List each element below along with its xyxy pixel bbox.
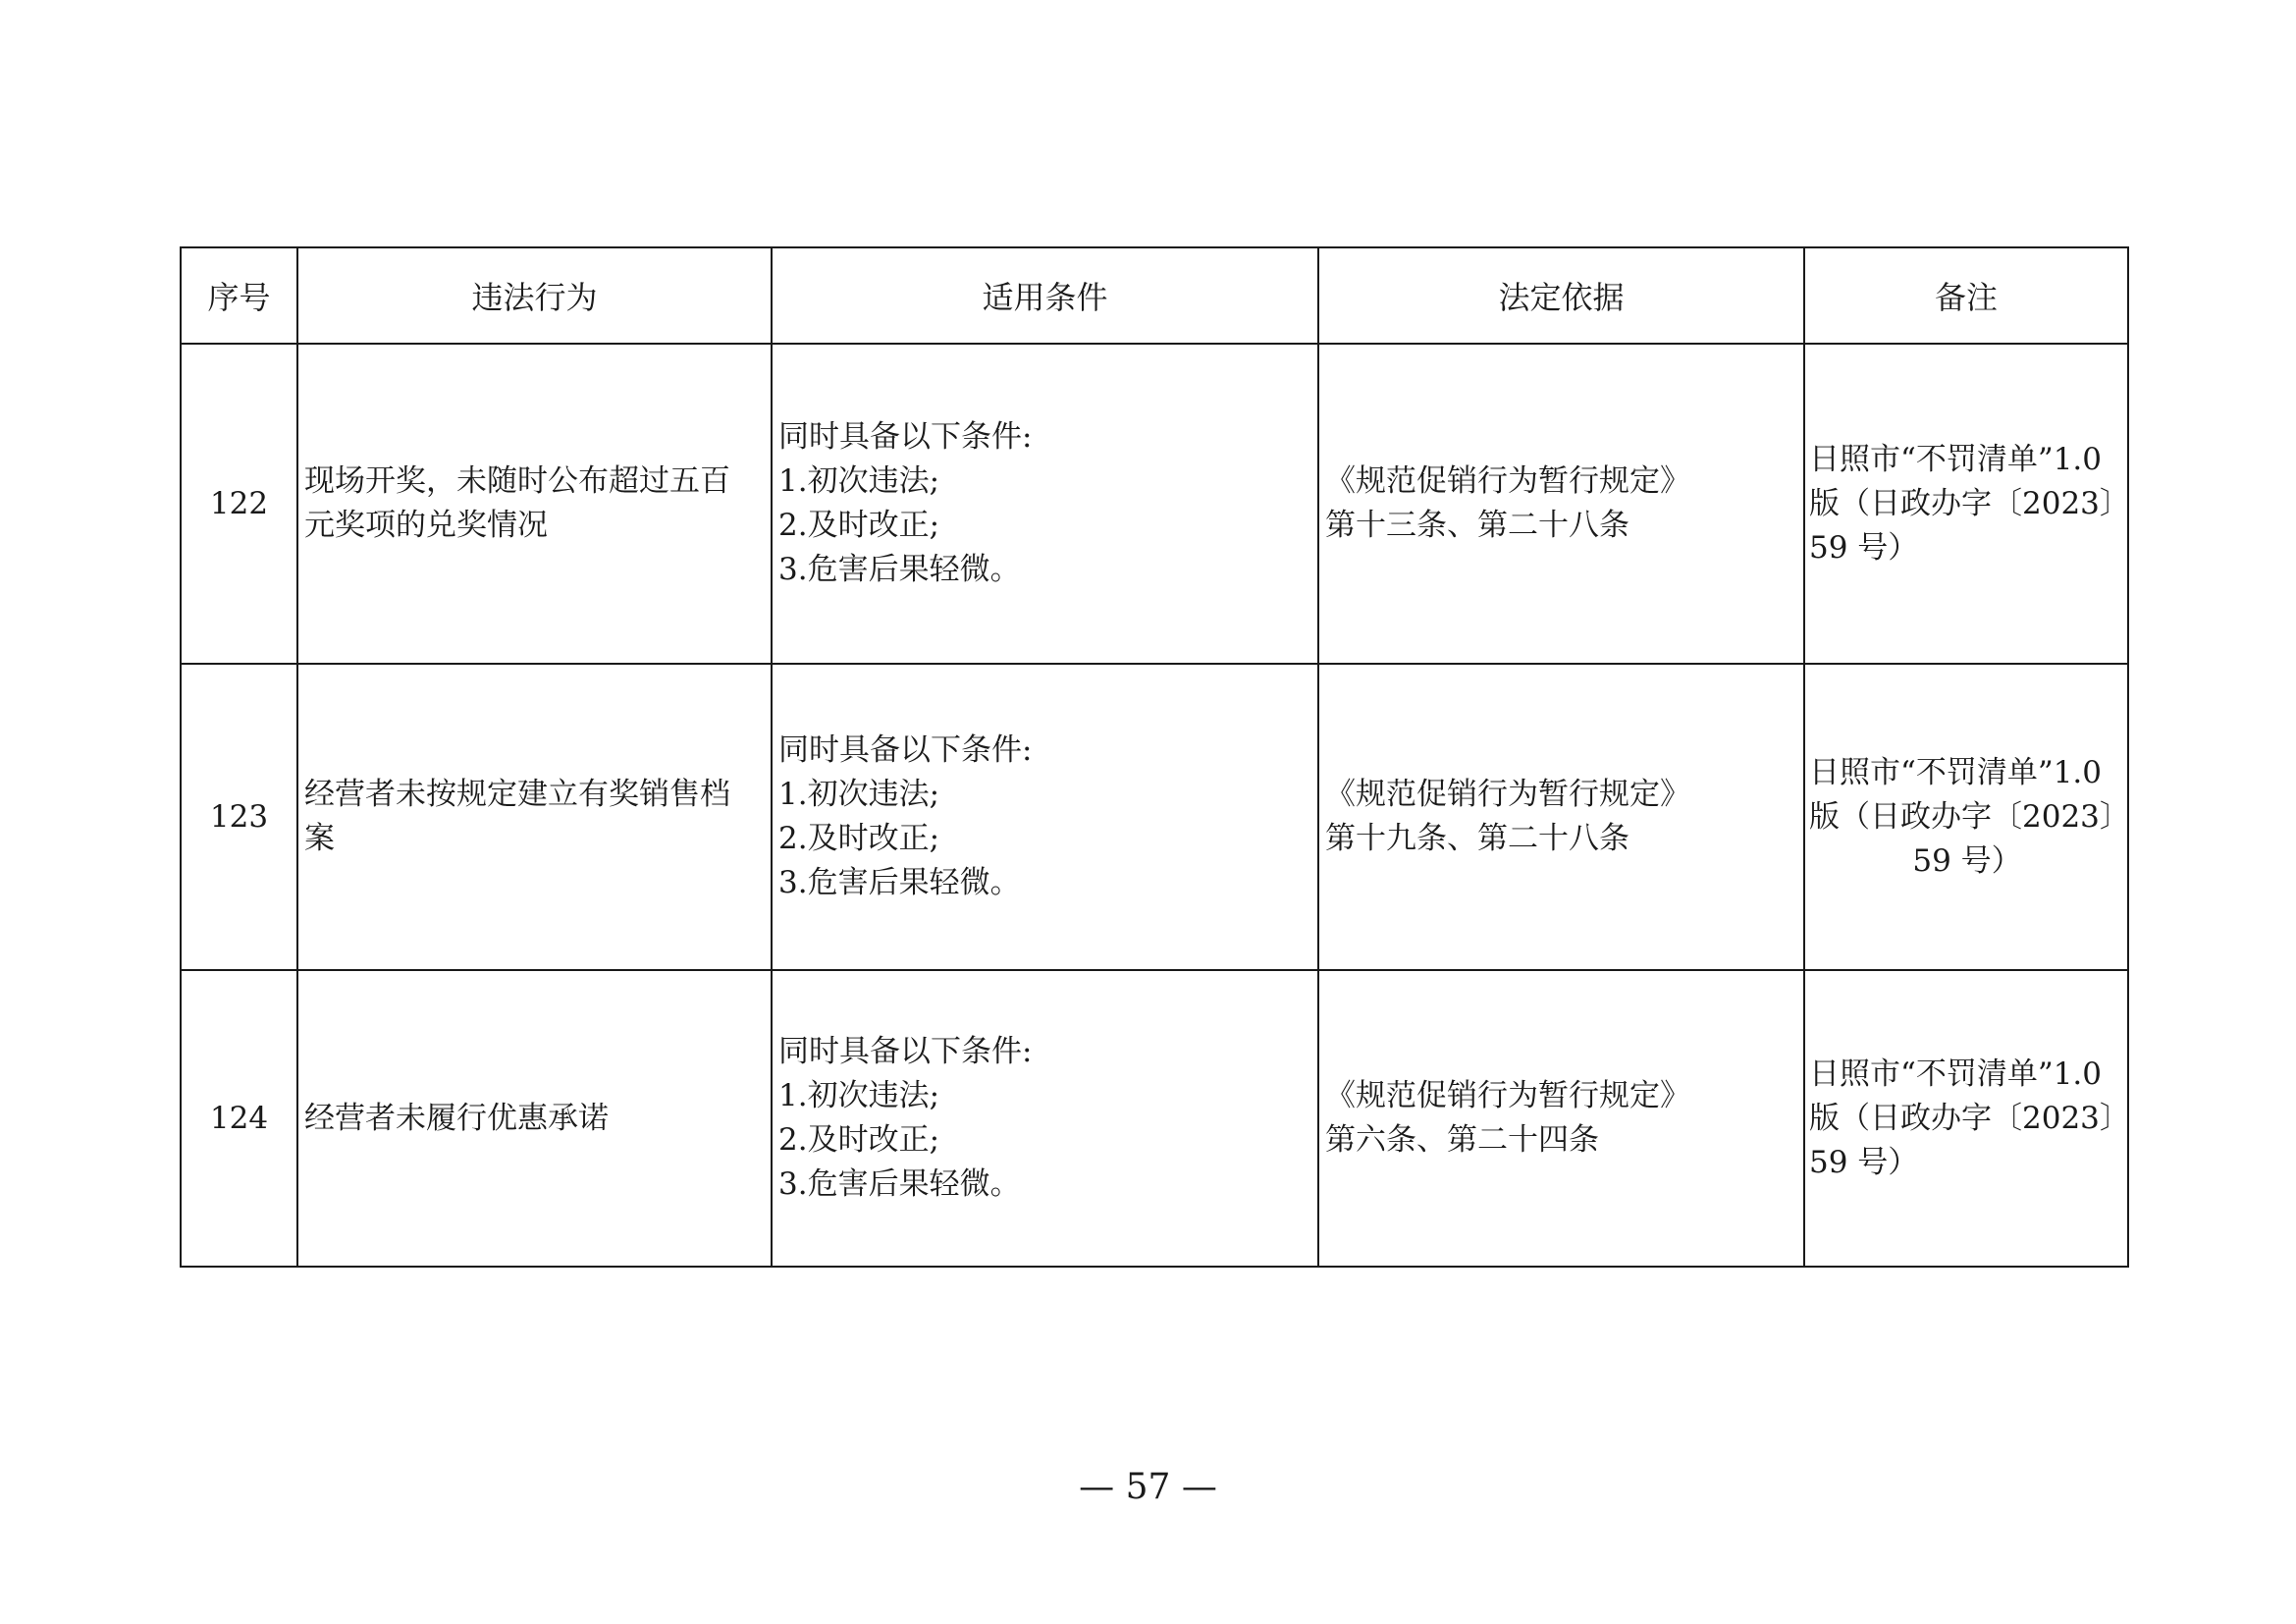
table-row xyxy=(181,664,2128,970)
behavior-cell xyxy=(297,344,772,664)
note-line: 版（日政办字〔2023〕 xyxy=(1809,798,2130,835)
header-seq: 序号 xyxy=(181,247,297,344)
conditions-line: 2.及时改正; xyxy=(778,1122,940,1158)
basis-cell xyxy=(1318,344,1804,664)
note-line: 59 号） xyxy=(1809,1144,1919,1180)
note-line: 59 号） xyxy=(1912,842,2022,879)
seq-cell: 122 xyxy=(181,344,297,664)
basis-cell xyxy=(1318,970,1804,1267)
basis-line: 《规范促销行为暂行规定》 xyxy=(1325,463,1690,499)
header-conditions: 适用条件 xyxy=(772,247,1318,344)
conditions-line: 同时具备以下条件: xyxy=(778,732,1033,768)
conditions-cell xyxy=(772,344,1318,664)
conditions-line: 2.及时改正; xyxy=(778,821,940,856)
conditions-line: 1.初次违法; xyxy=(778,463,940,499)
note-line: 59 号） xyxy=(1809,529,1919,566)
conditions-cell xyxy=(772,970,1318,1267)
table-row xyxy=(181,344,2128,664)
behavior-line: 案 xyxy=(304,821,335,856)
conditions-cell xyxy=(772,664,1318,970)
basis-line: 《规范促销行为暂行规定》 xyxy=(1325,1078,1690,1113)
note-line: 日照市“不罚清单”1.0 xyxy=(1809,1056,2102,1092)
regulation-table xyxy=(180,246,2129,1268)
conditions-line: 同时具备以下条件: xyxy=(778,1034,1033,1069)
table-header-row xyxy=(181,247,2128,344)
seq-cell: 124 xyxy=(181,970,297,1267)
note-cell xyxy=(1804,344,2128,664)
basis-line: 第六条、第二十四条 xyxy=(1325,1122,1599,1158)
conditions-line: 1.初次违法; xyxy=(778,777,940,812)
basis-line: 《规范促销行为暂行规定》 xyxy=(1325,777,1690,812)
basis-line: 第十九条、第二十八条 xyxy=(1325,821,1629,856)
basis-line: 第十三条、第二十八条 xyxy=(1325,508,1629,543)
conditions-line: 1.初次违法; xyxy=(778,1078,940,1113)
note-line: 版（日政办字〔2023〕 xyxy=(1809,485,2130,521)
behavior-cell xyxy=(297,664,772,970)
conditions-line: 3.危害后果轻微。 xyxy=(778,1166,1021,1202)
conditions-line: 3.危害后果轻微。 xyxy=(778,552,1021,587)
basis-cell xyxy=(1318,664,1804,970)
header-note: 备注 xyxy=(1804,247,2128,344)
note-cell xyxy=(1804,970,2128,1267)
behavior-cell xyxy=(297,970,772,1267)
header-basis: 法定依据 xyxy=(1318,247,1804,344)
conditions-line: 2.及时改正; xyxy=(778,508,940,543)
page-number: — 57 — xyxy=(1079,1467,1217,1507)
header-behavior: 违法行为 xyxy=(297,247,772,344)
note-line: 日照市“不罚清单”1.0 xyxy=(1809,754,2102,790)
behavior-line: 现场开奖，未随时公布超过五百 xyxy=(304,463,730,499)
note-cell xyxy=(1804,664,2128,970)
behavior-line: 元奖项的兑奖情况 xyxy=(304,508,548,543)
conditions-line: 3.危害后果轻微。 xyxy=(778,865,1021,900)
behavior-line: 经营者未履行优惠承诺 xyxy=(304,1100,609,1136)
note-line: 日照市“不罚清单”1.0 xyxy=(1809,441,2102,477)
table-row xyxy=(181,970,2128,1267)
behavior-line: 经营者未按规定建立有奖销售档 xyxy=(304,777,730,812)
seq-cell: 123 xyxy=(181,664,297,970)
note-line: 版（日政办字〔2023〕 xyxy=(1809,1100,2130,1136)
conditions-line: 同时具备以下条件: xyxy=(778,419,1033,455)
